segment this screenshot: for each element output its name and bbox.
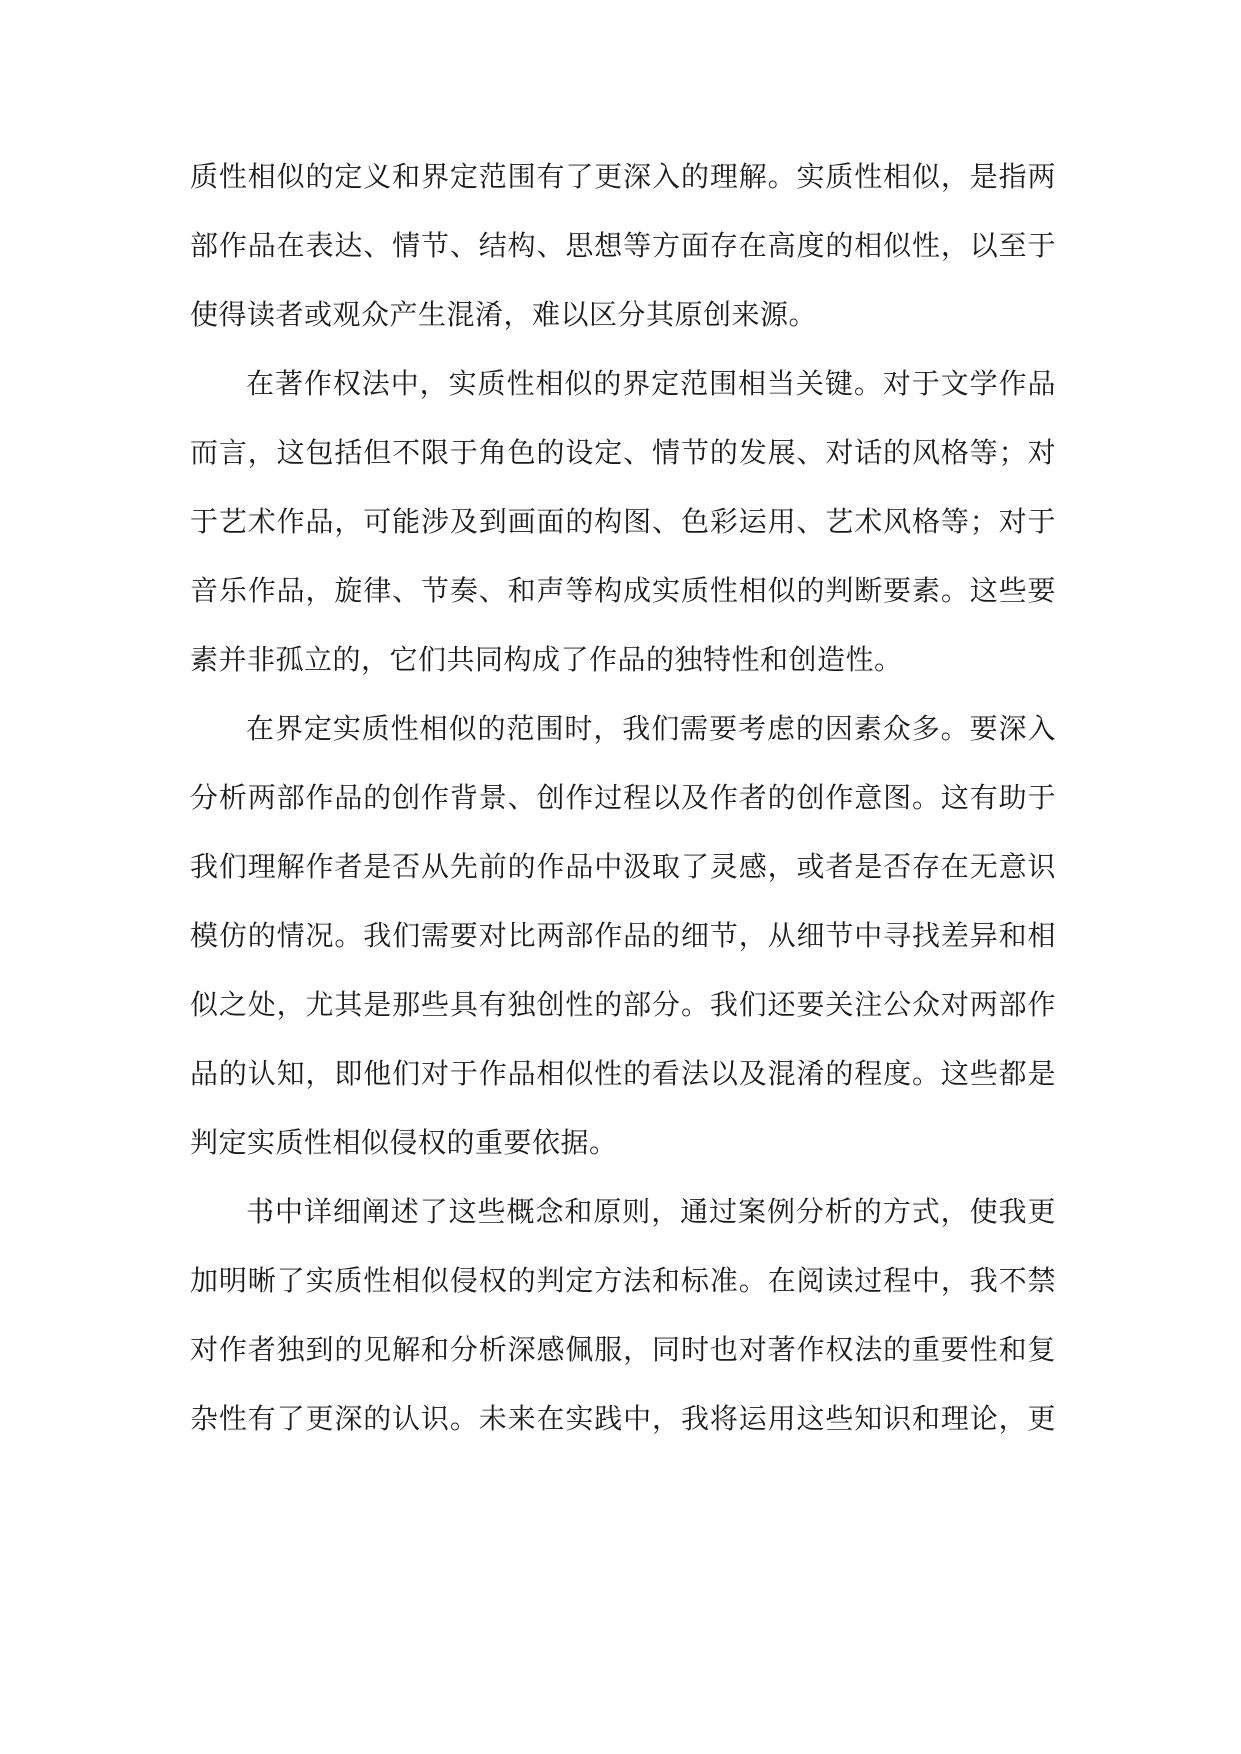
- text-line: 在界定实质性相似的范围时，我们需要考虑的因素众多。要深入: [246, 712, 1056, 745]
- text-line: 我们理解作者是否从先前的作品中汲取了灵感，或者是否存在无意识: [190, 850, 1056, 883]
- paragraph-4: [190, 1177, 1056, 1453]
- text-line: 加明晰了实质性相似侵权的判定方法和标准。在阅读过程中，我不禁: [190, 1264, 1056, 1297]
- text-line: 判定实质性相似侵权的重要依据。: [190, 1126, 618, 1159]
- text-line: 素并非孤立的，它们共同构成了作品的独特性和创造性。: [190, 643, 903, 676]
- text-line: 音乐作品，旋律、节奏、和声等构成实质性相似的判断要素。这些要: [190, 574, 1056, 607]
- text-line: 而言，这包括但不限于角色的设定、情节的发展、对话的风格等；对: [190, 436, 1056, 469]
- paragraph-2: [190, 349, 1056, 694]
- paragraph-1: [190, 142, 1056, 349]
- text-line: 模仿的情况。我们需要对比两部作品的细节，从细节中寻找差异和相: [190, 919, 1056, 952]
- text-line: 似之处，尤其是那些具有独创性的部分。我们还要关注公众对两部作: [190, 988, 1056, 1021]
- text-line: 使得读者或观众产生混淆，难以区分其原创来源。: [190, 298, 818, 331]
- text-line: 于艺术作品，可能涉及到画面的构图、色彩运用、艺术风格等；对于: [190, 505, 1056, 538]
- text-line: 质性相似的定义和界定范围有了更深入的理解。实质性相似，是指两: [190, 160, 1056, 193]
- document-body: [190, 142, 1056, 1453]
- text-line: 对作者独到的见解和分析深感佩服，同时也对著作权法的重要性和复: [190, 1333, 1056, 1366]
- text-line: 分析两部作品的创作背景、创作过程以及作者的创作意图。这有助于: [190, 781, 1056, 814]
- paragraph-3: [190, 694, 1056, 1177]
- text-line: 品的认知，即他们对于作品相似性的看法以及混淆的程度。这些都是: [190, 1057, 1056, 1090]
- text-line: 杂性有了更深的认识。未来在实践中，我将运用这些知识和理论，更: [190, 1402, 1056, 1435]
- text-line: 在著作权法中，实质性相似的界定范围相当关键。对于文学作品: [246, 367, 1056, 400]
- text-line: 书中详细阐述了这些概念和原则，通过案例分析的方式，使我更: [246, 1195, 1056, 1228]
- text-line: 部作品在表达、情节、结构、思想等方面存在高度的相似性，以至于: [190, 229, 1056, 262]
